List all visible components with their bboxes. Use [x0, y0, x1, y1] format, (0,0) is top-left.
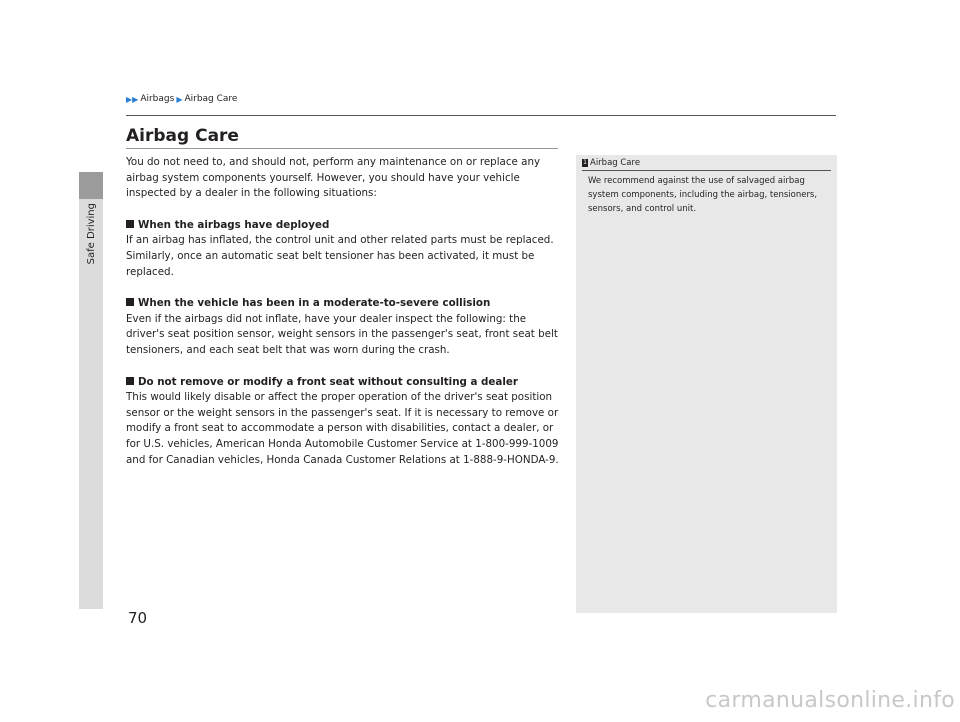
- section-tab-label: Safe Driving: [85, 203, 97, 265]
- section-heading-text: When the vehicle has been in a moderate-to-severe collision: [138, 297, 491, 310]
- title-divider: [126, 148, 558, 149]
- page-title: Airbag Care: [126, 126, 239, 146]
- page-number: 70: [128, 609, 148, 627]
- section-heading: [126, 296, 560, 312]
- square-bullet-icon: [126, 377, 134, 385]
- section-heading-text: Do not remove or modify a front seat without consulting a dealer: [138, 375, 518, 388]
- section-body: This would likely disable or affect the proper operation of the driver's seat position sensor or the weight sensors in the passenger's seat. If it is necessary to remove or modify a front seat to accommodate a person with disabilities, contact a dealer, or for U.S. vehicles, American Honda Automobile Customer Service at 1-800-999-1009 and for Canadian vehicles, Honda Canada Customer Relations at 1-888-9-HONDA-9.: [126, 391, 559, 466]
- section-body: If an airbag has inflated, the control unit and other related parts must be replaced. Similarly, once an automatic seat belt tensioner has been activated, it must be replaced.: [126, 234, 554, 278]
- reference-icon: 1: [583, 159, 587, 166]
- breadcrumb-item-airbag-care[interactable]: Airbag Care: [184, 94, 238, 104]
- section-heading-text: When the airbags have deployed: [138, 218, 330, 231]
- header-divider: [126, 115, 836, 116]
- watermark: carmanualsonline.info: [705, 688, 955, 713]
- intro-paragraph: You do not need to, and should not, perform any maintenance on or replace any airbag system components yourself. However, you should have your vehicle inspected by a dealer in the following situations:: [126, 156, 541, 200]
- side-note-text: We recommend against the use of salvaged airbag system components, including the airbag, tensioners, sensors, and control unit.: [588, 176, 818, 214]
- side-note-divider: [582, 170, 831, 171]
- main-content: [126, 155, 560, 468]
- section-heading: [126, 375, 560, 391]
- side-note-header: [582, 158, 640, 168]
- breadcrumb-item-airbags[interactable]: Airbags: [140, 94, 175, 104]
- section-tab-marker: [79, 172, 103, 199]
- section-tab: [79, 199, 103, 349]
- section-heading: [126, 218, 560, 234]
- breadcrumb-arrow-icon: ▶: [176, 94, 183, 104]
- square-bullet-icon: [126, 298, 134, 306]
- side-note: [576, 155, 837, 613]
- square-bullet-icon: [126, 220, 134, 228]
- section-body: Even if the airbags did not inflate, have your dealer inspect the following: the driver's seat position sensor, weight sensors in the passenger's seat, front seat belt tensioners, and each seat belt that was worn during the crash.: [126, 312, 558, 356]
- breadcrumb-arrow-icon: ▶▶: [126, 94, 139, 104]
- breadcrumb: [126, 94, 237, 104]
- side-note-title[interactable]: Airbag Care: [590, 158, 641, 168]
